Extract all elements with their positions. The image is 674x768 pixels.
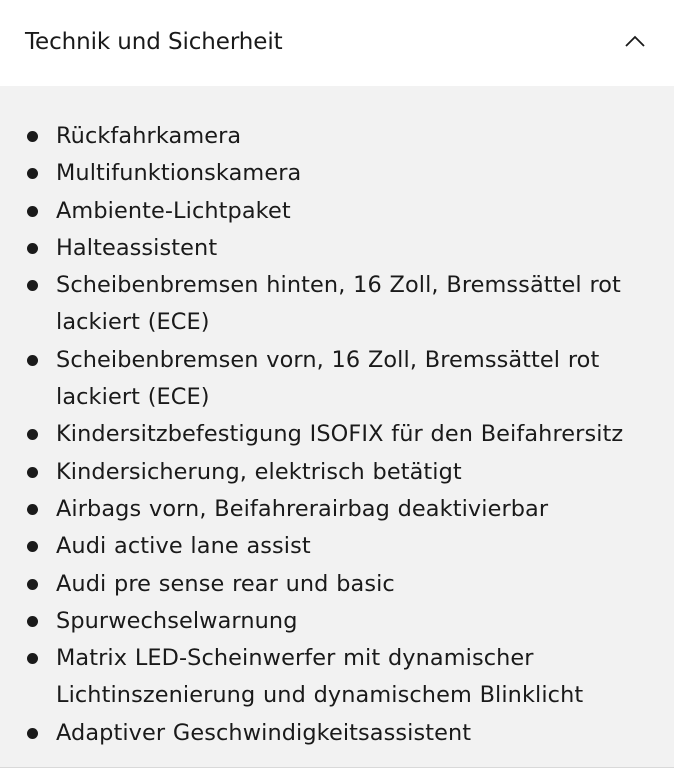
bullet-icon [27,541,38,552]
list-item-text: Kindersitzbefestigung ISOFIX für den Beifahrersitz [56,421,624,448]
list-item-text: Ambiente-Lichtpaket [56,197,291,224]
list-item [0,155,674,192]
list-item-text: Spurwechselwarnung [56,607,298,634]
list-item-text: Kindersicherung, elektrisch betätigt [56,458,462,485]
list-item-text: Airbags vorn, Beifahrerairbag deaktivierbar [56,495,549,522]
list-item [0,454,674,491]
list-item [0,118,674,155]
list-item [0,267,674,342]
list-item [0,603,674,640]
bullet-icon [27,131,38,142]
list-item-text: Matrix LED-Scheinwerfer mit dynamischer Lichtinszenierung und dynamischem Blinklicht [56,645,584,709]
bullet-icon [27,653,38,664]
bullet-icon [27,728,38,739]
bullet-icon [27,355,38,366]
list-item [0,230,674,267]
list-item-text: Halteassistent [56,234,218,261]
chevron-up-icon[interactable] [620,26,650,56]
list-item-text: Adaptiver Geschwindigkeitsassistent [56,719,472,746]
accordion-header[interactable] [0,0,674,86]
bullet-icon [27,206,38,217]
list-item [0,193,674,230]
list-item [0,528,674,565]
list-item-text: Scheibenbremsen vorn, 16 Zoll, Bremssättel rot lackiert (ECE) [56,346,600,411]
bullet-icon [27,504,38,515]
list-item [0,416,674,453]
list-item-text: Rückfahrkamera [56,123,242,149]
bullet-icon [27,467,38,478]
list-item-text: Audi active lane assist [56,533,311,560]
accordion-title: Technik und Sicherheit [25,29,283,55]
list-item-text: Audi pre sense rear und basic [56,570,395,597]
list-item-text: Multifunktionskamera [56,160,302,187]
list-item [0,566,674,603]
bullet-icon [27,243,38,254]
bullet-icon [27,280,38,291]
bullet-icon [27,616,38,627]
bullet-icon [27,429,38,440]
list-item-text: Scheibenbremsen hinten, 16 Zoll, Bremssättel rot lackiert (ECE) [56,272,621,336]
accordion-panel [0,86,674,767]
list-item [0,342,674,417]
bullet-icon [27,168,38,179]
bullet-icon [27,579,38,590]
list-item [0,715,674,752]
list-item [0,491,674,528]
list-item [0,640,674,715]
feature-list [0,118,674,752]
